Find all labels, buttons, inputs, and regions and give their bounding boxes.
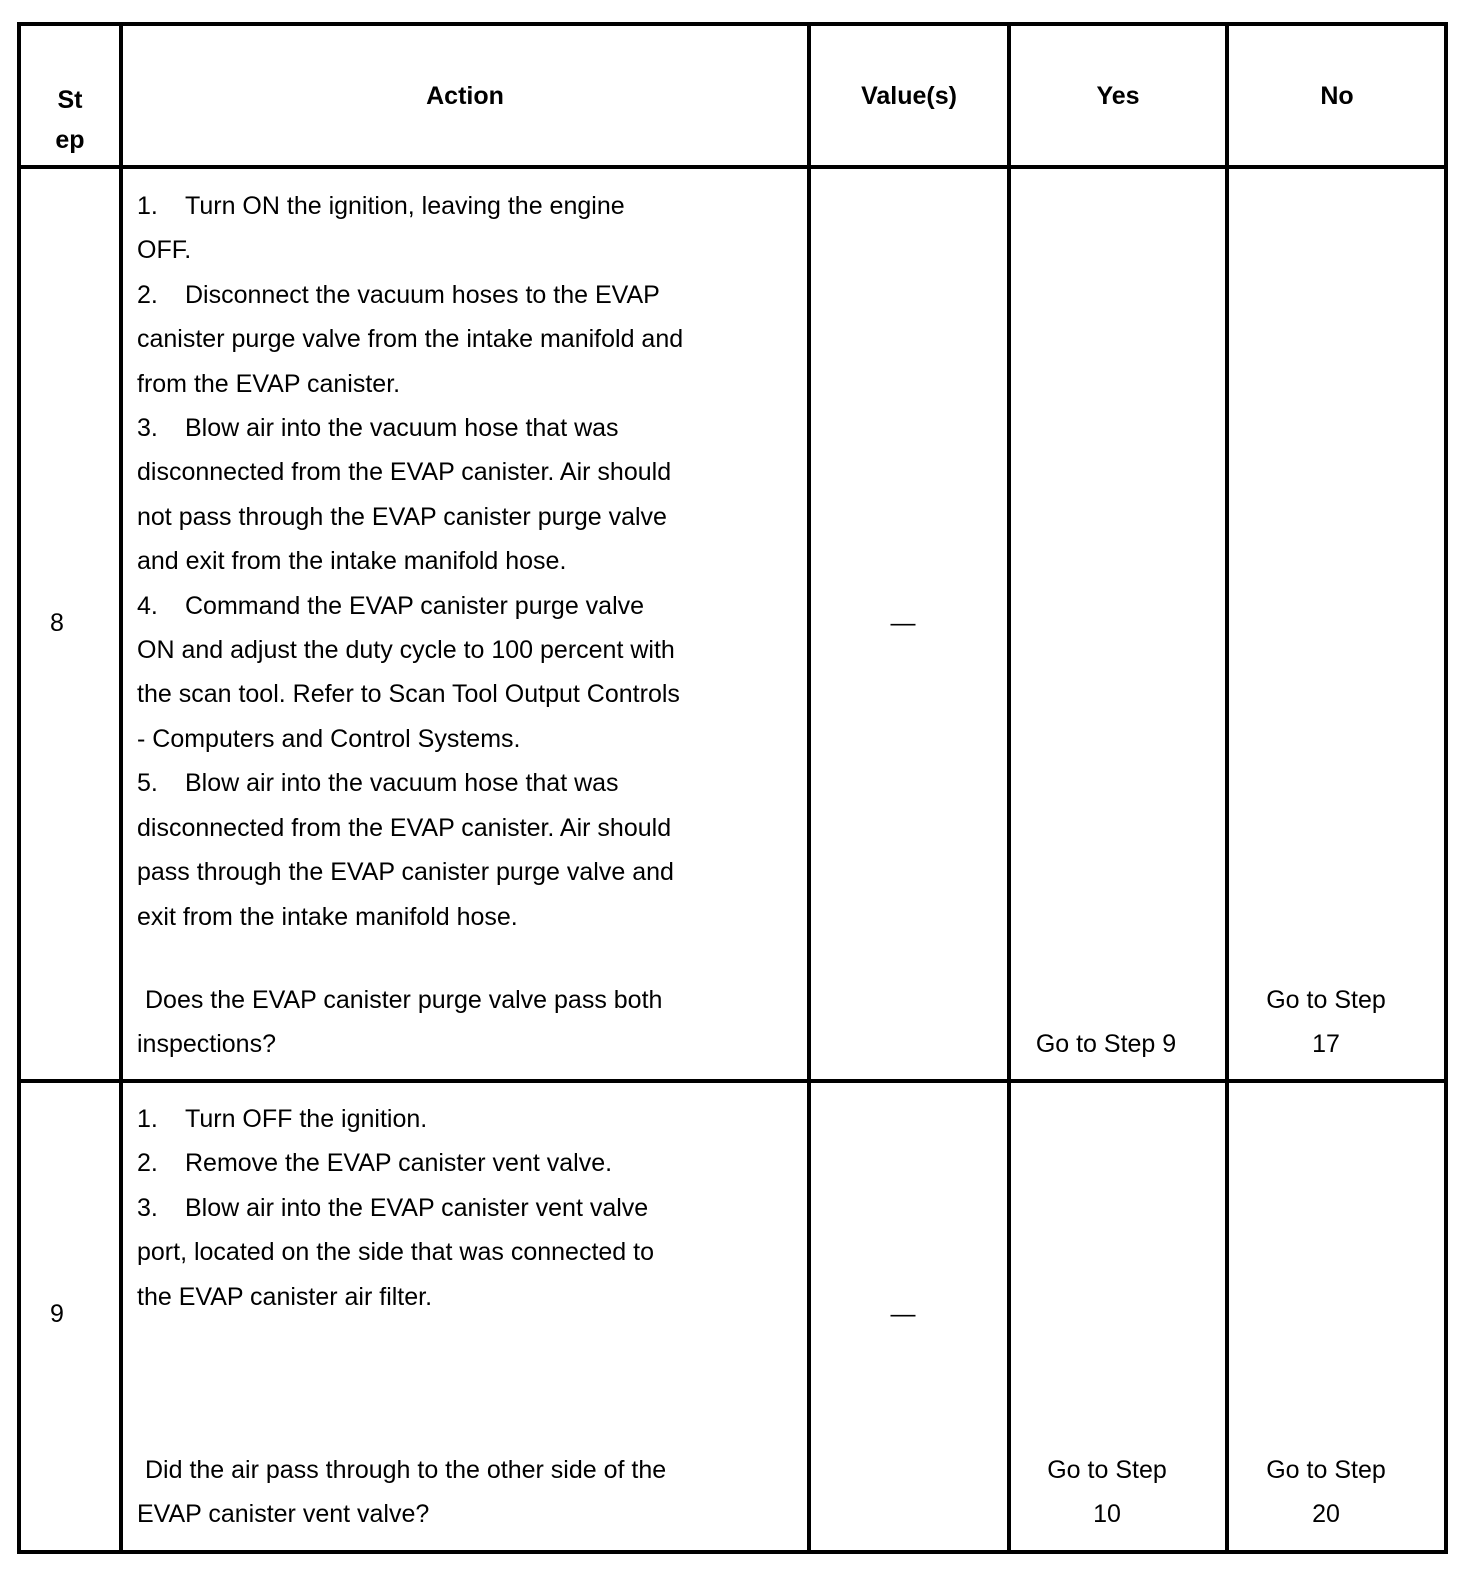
action-line (137, 628, 683, 672)
yes-cell-line2: 10 (1093, 1500, 1121, 1529)
action-line-number: 2. (137, 280, 158, 309)
action-line-text: Turn ON the ignition, leaving the engine (185, 192, 625, 220)
action-line-text: canister purge valve from the intake manifold and (137, 325, 684, 354)
header-values: Value(s) (861, 82, 957, 110)
header-step (21, 80, 119, 160)
value-cell: — (890, 609, 916, 637)
action-line-number: 2. (137, 1149, 158, 1178)
header-step-line2: ep (55, 126, 85, 154)
action-line (137, 273, 683, 317)
action-line-text: Blow air into the vacuum hose that was (185, 769, 619, 798)
action-line (137, 406, 683, 450)
action-cell (137, 184, 683, 939)
no-cell-line2: 17 (1312, 1030, 1340, 1059)
action-line (137, 1230, 654, 1274)
action-line-text: the scan tool. Refer to Scan Tool Output Controls (137, 680, 680, 709)
action-line-number: 1. (137, 192, 158, 220)
action-line-number: 4. (137, 591, 158, 620)
question-line: Did the air pass through to the other side of the (145, 1456, 667, 1484)
action-line (137, 1141, 654, 1185)
action-line (137, 495, 683, 539)
action-line-text: pass through the EVAP canister purge valve and (137, 858, 674, 887)
question-line: inspections? (137, 1030, 276, 1059)
action-line-number: 1. (137, 1105, 158, 1133)
action-line (137, 450, 683, 494)
action-line-number: 3. (137, 1193, 158, 1222)
question-line: EVAP canister vent valve? (137, 1500, 430, 1529)
action-line (137, 717, 683, 761)
action-line-text: disconnected from the EVAP canister. Air should (137, 813, 672, 842)
action-line-text: Disconnect the vacuum hoses to the EVAP (185, 280, 660, 309)
action-line-text: disconnected from the EVAP canister. Air should (137, 458, 672, 487)
action-line-text: Blow air into the vacuum hose that was (185, 414, 619, 443)
yes-cell-line1: Go to Step (1047, 1456, 1167, 1484)
action-line (137, 1186, 654, 1230)
step-number: 8 (50, 609, 64, 637)
action-line (137, 672, 683, 716)
action-line-text: Command the EVAP canister purge valve (185, 591, 645, 620)
action-line (137, 184, 683, 228)
action-line (137, 539, 683, 583)
value-cell: — (890, 1300, 916, 1328)
action-line-text: not pass through the EVAP canister purge valve (137, 502, 667, 531)
action-line-text: the EVAP canister air filter. (137, 1282, 433, 1311)
no-cell (1229, 978, 1423, 1067)
action-line (137, 1275, 654, 1319)
action-line-text: port, located on the side that was connected to (137, 1238, 655, 1267)
action-line (137, 228, 683, 272)
action-line-number: 3. (137, 414, 158, 443)
header-action: Action (426, 82, 504, 110)
header-yes: Yes (1096, 82, 1140, 110)
question-line: Does the EVAP canister purge valve pass both (145, 986, 663, 1014)
action-line-number: 5. (137, 769, 158, 798)
action-line (137, 1097, 654, 1141)
header-no: No (1320, 82, 1354, 110)
no-cell-line2: 20 (1312, 1500, 1340, 1529)
action-cell (137, 1097, 654, 1319)
no-cell (1229, 1448, 1423, 1537)
yes-cell: Go to Step 9 (1035, 1030, 1177, 1058)
action-line-text: Blow air into the EVAP canister vent valve (185, 1193, 649, 1222)
action-line (137, 806, 683, 850)
step-number: 9 (50, 1300, 64, 1328)
action-line (137, 895, 683, 939)
action-line (137, 584, 683, 628)
action-line-text: exit from the intake manifold hose. (137, 902, 518, 931)
action-line (137, 317, 683, 361)
action-question (137, 1448, 666, 1537)
header-step-line1: St (57, 86, 83, 114)
action-line-text: Remove the EVAP canister vent valve. (185, 1149, 613, 1178)
no-cell-line1: Go to Step (1266, 1456, 1386, 1484)
action-line-text: OFF. (137, 236, 192, 265)
action-line (137, 362, 683, 406)
action-line-text: and exit from the intake manifold hose. (137, 547, 567, 576)
action-line (137, 761, 683, 805)
action-line (137, 850, 683, 894)
yes-cell (1011, 1448, 1203, 1537)
no-cell-line1: Go to Step (1266, 986, 1386, 1014)
action-line-text: from the EVAP canister. (137, 369, 401, 398)
action-line-text: - Computers and Control Systems. (137, 724, 521, 753)
action-line-text: Turn OFF the ignition. (185, 1105, 428, 1133)
action-line-text: ON and adjust the duty cycle to 100 percent with (137, 636, 675, 665)
action-question (137, 978, 662, 1067)
